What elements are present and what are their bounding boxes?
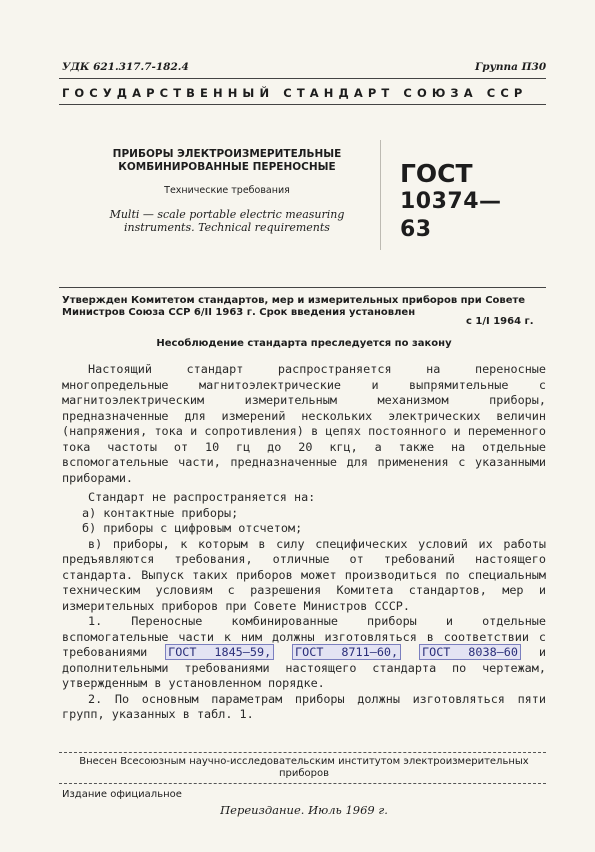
state-standard-banner: ГОСУДАРСТВЕННЫЙ СТАНДАРТ СОЮЗА ССР — [62, 86, 528, 100]
effective-date: с 1/I 1964 г. — [466, 316, 534, 327]
document-title — [82, 148, 372, 174]
institute-line-2: приборов — [278, 768, 330, 779]
approval-rule — [59, 287, 546, 288]
official-edition: Издание официальное — [62, 789, 182, 800]
footer-rule-bottom — [59, 783, 546, 784]
english-title-line-1: Multi — scale portable electric measuring — [109, 208, 345, 221]
english-title-line-2: instruments. Technical requirements — [124, 221, 330, 234]
requirement-1-text-end: и дополнительными требованиями настоящего стандарта по чертежам, утвержденным в установленном порядке. — [62, 645, 546, 690]
approval-line-1: Утвержден Комитетом стандартов, мер и измерительных приборов при Совете — [62, 295, 526, 306]
gost-number: 10374—63 — [400, 189, 502, 242]
gost-designation — [400, 160, 530, 244]
penalty-notice: Несоблюдение стандарта преследуется по закону — [156, 338, 452, 349]
title-line-1: ПРИБОРЫ ЭЛЕКТРОИЗМЕРИТЕЛЬНЫЕ — [112, 148, 342, 160]
approval-line-2: Министров Союза ССР 6/II 1963 г. Срок введения установлен — [62, 307, 416, 318]
requirement-1-text: 1. Переносные комбинированные приборы и отдельные вспомогательные части к ним должны изготовляться в соответствии с требованиями — [62, 614, 546, 659]
exclusion-item-c: в) приборы, к которым в силу специфических условий их работы предъявляются требования, отличные от требований настоящего стандарта. Выпуск таких приборов может производиться по специальным техническим условиям с разрешения Комитета стандартов, мер и измерительных приборов при Совете Министров СССР. — [62, 536, 546, 613]
exclusion-item-a: а) контактные приборы; — [82, 505, 239, 520]
scope-paragraph: Настоящий стандарт распространяется на переносные многопредельные магнитоэлектрические и выпрямительные с магнитоэлектрическим измерительным механизмом приборы, предназначенные для измерений нескольких электрических величин (напряжения, тока и сопротивления) в цепях постоянного и переменного тока частоты от 10 гц до 20 кгц, а также на отдельные вспомогательные части, предназначенные для применения с указанными приборами. — [62, 362, 546, 485]
udk-code: УДК 621.317.7-182.4 — [62, 61, 189, 73]
title-line-2: КОМБИНИРОВАННЫЕ ПЕРЕНОСНЫЕ — [118, 161, 336, 173]
standard-body — [62, 362, 546, 723]
english-title — [82, 208, 372, 234]
exclusions-intro: Стандарт не распространяется на: — [88, 490, 316, 504]
group-code: Группа П30 — [475, 61, 547, 73]
gost-link-8711[interactable]: ГОСТ 8711—60, — [292, 644, 401, 660]
document-subtitle: Технические требования — [164, 185, 290, 196]
gost-label: ГОСТ — [400, 159, 473, 188]
footer-rule-top — [59, 752, 546, 753]
header-rule-top — [59, 78, 546, 79]
requirement-paragraph-1 — [62, 614, 546, 692]
requirement-paragraph-2: 2. По основным параметрам приборы должны изготовляться пяти групп, указанных в табл. 1. — [62, 691, 546, 721]
exclusion-item-b: б) приборы с цифровым отсчетом; — [82, 521, 303, 535]
header-rule-bottom — [59, 104, 546, 105]
title-divider — [380, 140, 381, 250]
institute-line-1: Внесен Всесоюзным научно-исследовательским институтом электроизмерительных — [79, 756, 529, 767]
reprint-note: Переиздание. Июль 1969 г. — [220, 803, 388, 817]
gost-link-1845[interactable]: ГОСТ 1845—59, — [165, 644, 274, 660]
gost-link-8038[interactable]: ГОСТ 8038—60 — [419, 644, 521, 660]
institute-credit — [62, 756, 546, 780]
